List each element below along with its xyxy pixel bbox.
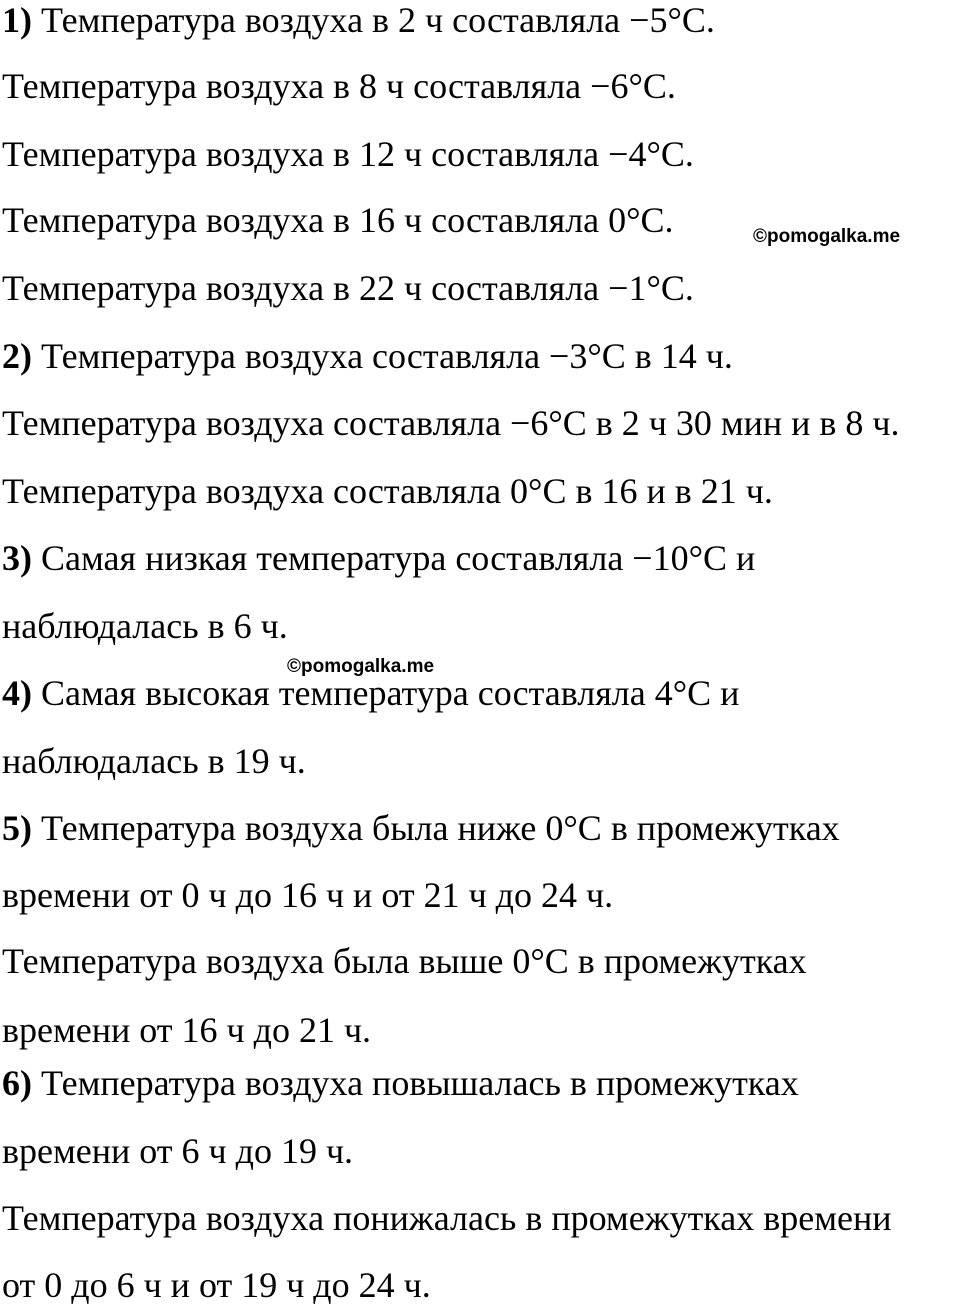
line-text: наблюдалась в 6 ч. [2, 606, 288, 646]
answer-line [2, 673, 739, 713]
answer-line [2, 1010, 371, 1050]
answer-line [2, 471, 773, 511]
item-number: 2) [2, 336, 32, 376]
answer-line [2, 1265, 431, 1305]
line-text: Температура воздуха в 8 ч составляла −6°C. [2, 66, 676, 106]
line-text: Самая низкая температура составляла −10°C и [32, 538, 756, 578]
line-text: Температура воздуха составляла 0°C в 16 и в 21 ч. [2, 471, 773, 511]
line-text: от 0 до 6 ч и от 19 ч до 24 ч. [2, 1265, 431, 1305]
item-number: 5) [2, 808, 32, 848]
answer-line [2, 1063, 799, 1103]
answer-line [2, 134, 694, 174]
answer-line [2, 66, 676, 106]
line-text: Температура воздуха в 22 ч составляла −1°C. [2, 268, 694, 308]
item-number: 1) [2, 0, 32, 40]
line-text: Температура воздуха в 12 ч составляла −4°C. [2, 134, 694, 174]
item-number: 4) [2, 673, 32, 713]
line-text: Температура воздуха была ниже 0°C в промежутках [32, 808, 840, 848]
watermark: ©pomogalka.me [287, 656, 435, 677]
answer-line [2, 606, 288, 646]
line-text: Температура воздуха была выше 0°C в промежутках [2, 941, 807, 981]
item-number: 6) [2, 1063, 32, 1103]
line-text: Температура воздуха в 2 ч составляла −5°C. [32, 0, 715, 40]
answer-line [2, 1198, 892, 1238]
answer-line [2, 808, 840, 848]
line-text: наблюдалась в 19 ч. [2, 741, 306, 781]
answer-line [2, 403, 900, 443]
answer-line [2, 875, 613, 915]
answer-line [2, 200, 674, 240]
line-text: Самая высокая температура составляла 4°C и [32, 673, 740, 713]
answer-line [2, 741, 306, 781]
item-number: 3) [2, 538, 32, 578]
line-text: времени от 16 ч до 21 ч. [2, 1010, 372, 1050]
line-text: времени от 6 ч до 19 ч. [2, 1131, 354, 1171]
line-text: Температура воздуха составляла −6°C в 2 ч 30 мин и в 8 ч. [2, 403, 900, 443]
answer-line [2, 336, 733, 376]
answer-line [2, 538, 755, 578]
answer-line [2, 1131, 353, 1171]
line-text: времени от 0 ч до 16 ч и от 21 ч до 24 ч. [2, 875, 614, 915]
answer-line [2, 268, 694, 308]
line-text: Температура воздуха в 16 ч составляла 0°C. [2, 200, 674, 240]
line-text: Температура воздуха повышалась в промежутках [32, 1063, 799, 1103]
answer-line [2, 0, 715, 40]
answer-line [2, 941, 807, 981]
line-text: Температура воздуха составляла −3°C в 14 ч. [32, 336, 733, 376]
watermark: ©pomogalka.me [753, 226, 901, 247]
line-text: Температура воздуха понижалась в промежутках времени [2, 1198, 892, 1238]
